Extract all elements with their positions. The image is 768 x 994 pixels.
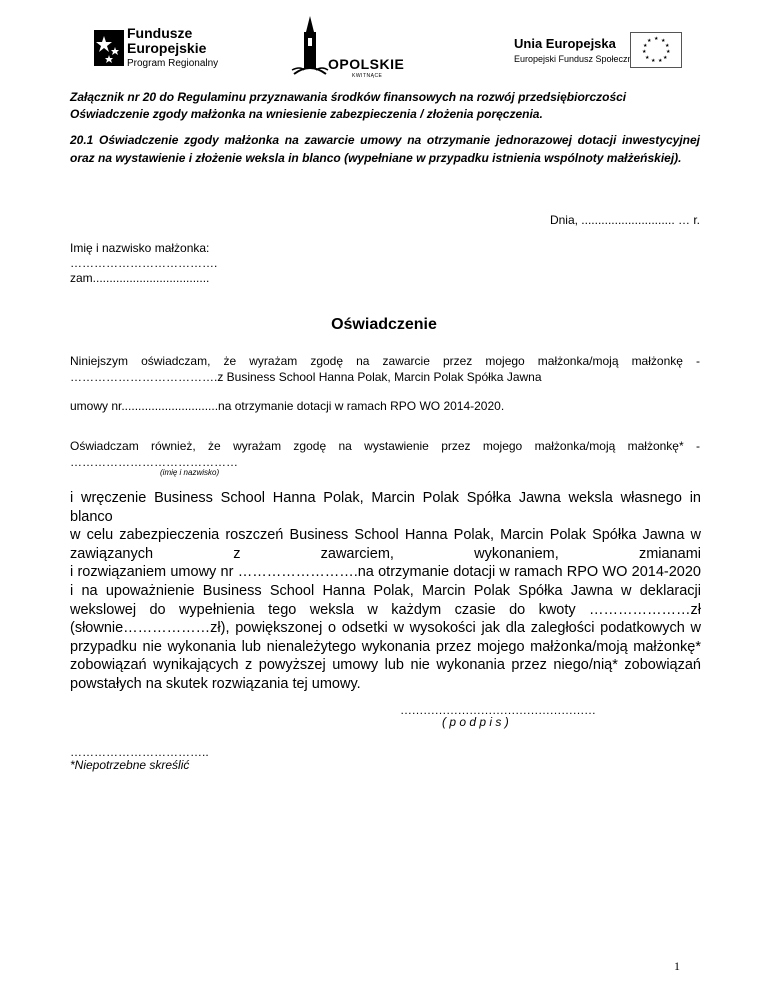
main-line: wekslowej do wypełnienia tego weksla w każdym czasie do kwoty …………………zł [70,601,701,618]
main-line: i na upoważnienie Business School Hanna Polak, Marcin Polak Spółka Jawna w deklaracji [70,582,701,599]
main-line: i rozwiązaniem umowy nr …………………….na otrzymanie dotacji w ramach RPO WO 2014-2020 [70,564,701,581]
svg-text:★: ★ [665,43,670,49]
svg-text:★: ★ [666,49,671,55]
svg-text:★: ★ [647,38,652,44]
consent-paragraph [70,353,700,385]
footer-dots: …………………………….. [70,745,209,759]
spouse-name-dots: ………………………………. [70,256,218,270]
fe-line2: Europejskie [127,40,207,56]
svg-text:★: ★ [642,49,647,55]
svg-text:★: ★ [651,58,656,64]
section-title: 20.1 Oświadczenie zgody małżonka na zawarcie umowy na otrzymanie jednorazowej dotacji inwestycyjnej oraz na wystawienie i złożenie weksla in blanco (wypełniane w przypadku istnienia wspólnoty małżeńskiej). [70,133,700,165]
main-line: w celu zabezpieczenia roszczeń Business School Hanna Polak, Marcin Polak Spółka Jawna w [70,527,701,544]
consent-line-1: Niniejszym oświadczam, że wyrażam zgodę na zawarcie przez mojego małżonka/moją małżonkę - [70,354,700,368]
bill-consent-paragraph [70,438,700,470]
signature-label: ( p o d p i s ) [442,715,509,729]
footer-note: *Niepotrzebne skreślić [70,758,190,772]
contract-number-line: umowy nr.............................na otrzymanie dotacji w ramach RPO WO 2014-2020. [70,399,505,413]
svg-text:★: ★ [645,55,650,61]
bill-consent-line-2: …………………………………… [70,455,238,469]
page-title: Oświadczenie [331,316,437,333]
fundusze-europejskie-logo [127,26,218,69]
fe-line1: Fundusze [127,25,193,41]
svg-text:★: ★ [643,43,648,49]
statement-subtitle: Oświadczenie zgody małżonka na wniesienie zabezpieczenia / złożenia poręczenia. [70,107,543,121]
main-line: przypadku nie wykonania lub nienależytego wykonania przez mojego małżonka/moją małżonkę* [70,638,701,655]
svg-text:★: ★ [661,38,666,44]
main-line: zobowiązań wynikających z powyższej umowy lub nie wykonania przez niego/nią* zobowiązań [70,657,701,674]
eu-logo-text [514,36,637,64]
fe-line3: Program Regionalny [127,58,219,69]
consent-line-2: ……………………………….z Business School Hanna Polak, Marcin Polak Spółka Jawna [70,370,542,384]
date-line: Dnia, ............................ … r. [549,213,700,227]
eu-line1: Unia Europejska [514,36,616,51]
spouse-address: zam................................... [70,271,210,285]
svg-text:★: ★ [654,36,659,42]
eu-flag-icon [630,32,682,68]
main-line: (słownie………………zł), powiększonej o odsetki w wysokości jak dla zaległości podatkowych w [70,620,701,637]
annex-title: Załącznik nr 20 do Regulaminu przyznawania środków finansowych na rozwój przedsiębiorczości [70,90,627,104]
main-line: powstałych na skutek rozwiązania tej umowy. [70,675,361,692]
page-number: 1 [674,959,680,973]
svg-text:★: ★ [658,58,663,64]
spouse-name-label: Imię i nazwisko małżonka: [70,241,210,255]
fundusze-europejskie-logo-mark [94,22,128,74]
main-line: i wręczenie Business School Hanna Polak, Marcin Polak Spółka Jawna weksla własnego in blanco [70,490,701,525]
svg-text:★: ★ [663,55,668,61]
eu-line2: Europejski Fundusz Społeczny [514,54,638,64]
bill-consent-line-1: Oświadczam również, że wyrażam zgodę na wystawienie przez mojego małżonka/moją małżonkę* - [70,439,700,453]
signature-dots: …………………………………………… [400,703,596,717]
opolskie-subtitle: KWITNĄCE [352,73,383,79]
main-paragraph [70,489,701,694]
opolskie-wordmark: OPOLSKIE [328,56,405,72]
opolskie-tower-icon [290,14,330,78]
main-line: zawiązanych z zawarciem, wykonaniem, zmianami [70,545,701,562]
name-note: (imię i nazwisko) [160,468,220,477]
